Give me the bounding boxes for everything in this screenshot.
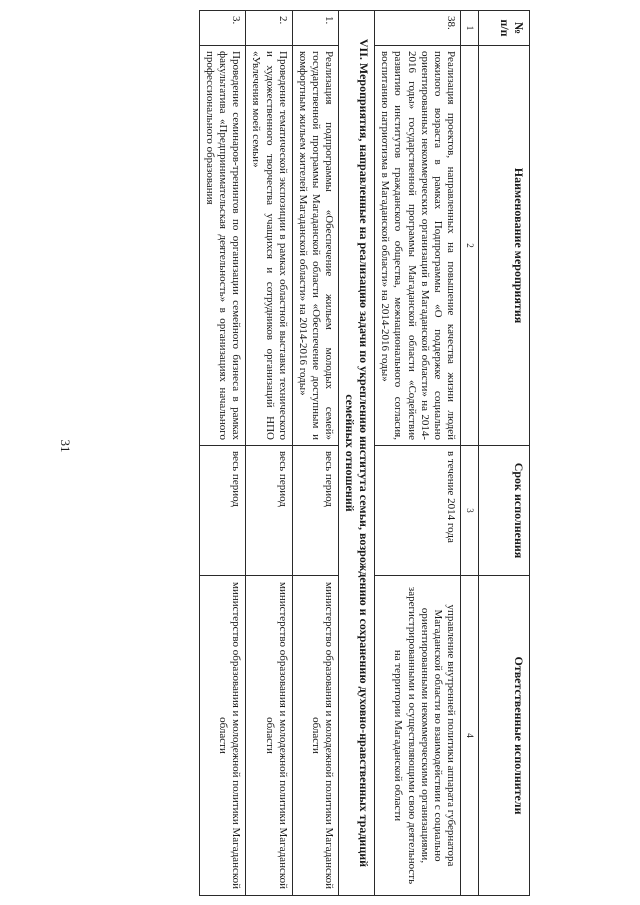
table-header-row — [479, 11, 530, 896]
column-index-row — [461, 11, 479, 896]
row-number: 38. — [375, 11, 461, 46]
page-number: 31 — [58, 439, 73, 453]
column-index: 2 — [461, 46, 479, 446]
event-period: весь период — [292, 446, 339, 576]
table-row — [199, 11, 246, 896]
column-index: 3 — [461, 446, 479, 576]
event-period: весь период — [199, 446, 246, 576]
table-row — [246, 11, 293, 896]
header-period: Срок исполнения — [479, 446, 530, 576]
column-index: 4 — [461, 576, 479, 896]
header-num: № п/п — [479, 11, 530, 46]
event-executors: министерство образования и молодежной политики Магаданской области — [292, 576, 339, 896]
header-name: Наименование мероприятия — [479, 46, 530, 446]
row-number: 1. — [292, 11, 339, 46]
event-executors: министерство образования и молодежной политики Магаданской области — [199, 576, 246, 896]
table-row — [292, 11, 339, 896]
event-executors: министерство образования и молодежной политики Магаданской области — [246, 576, 293, 896]
event-name: Проведение тематической экспозиции в рамках областной выставки технического и художественного творчества учащихся и сотрудников организаций НПО «Увлечения моей семьи» — [246, 46, 293, 446]
column-index: 1 — [461, 11, 479, 46]
event-period: в течение 2014 года — [375, 446, 461, 576]
events-table — [199, 10, 530, 896]
event-name: Реализация проектов, направленных на повышение качества жизни людей пожилого возраста в рамках Подпрограммы «О поддержке социально ориентированных некоммерческих организаций в Магаданской области» на 2014-2016 годы» государственной программы Магаданской области «Содействие развитию институтов гражданского общества, межнационального согласия, воспитанию патриотизма в Магаданской области» на 2014-2016 годы» — [375, 46, 461, 446]
event-name: Проведение семинаров-тренингов по организации семейного бизнеса в рамках факультатива «Предпринимательская деятельность» в организациях начального профессионального образования — [199, 46, 246, 446]
event-name: Реализация подпрограммы «Обеспечение жильем молодых семей» государственной программы Магаданской области «Обеспечение доступным и комфортным жильем жителей Магаданской области» на 2014-2016 годы» — [292, 46, 339, 446]
row-number: 2. — [246, 11, 293, 46]
section-heading-row — [339, 11, 375, 896]
section-heading: VII. Мероприятия, направленные на реализацию задачи по укреплению института семьи, возрождению и сохранению духовно-нравственных традиций семейных отношений — [339, 11, 375, 896]
row-number: 3. — [199, 11, 246, 46]
table-row — [375, 11, 461, 896]
event-executors: управление внутренней политики аппарата губернатора Магаданской области во взаимодействии с социально ориентированными некоммерческими организациями, зарегистрированными и осуществляющими свою деятельность на территории Магаданской области — [375, 576, 461, 896]
header-executors: Ответственные исполнители — [479, 576, 530, 896]
event-period: весь период — [246, 446, 293, 576]
